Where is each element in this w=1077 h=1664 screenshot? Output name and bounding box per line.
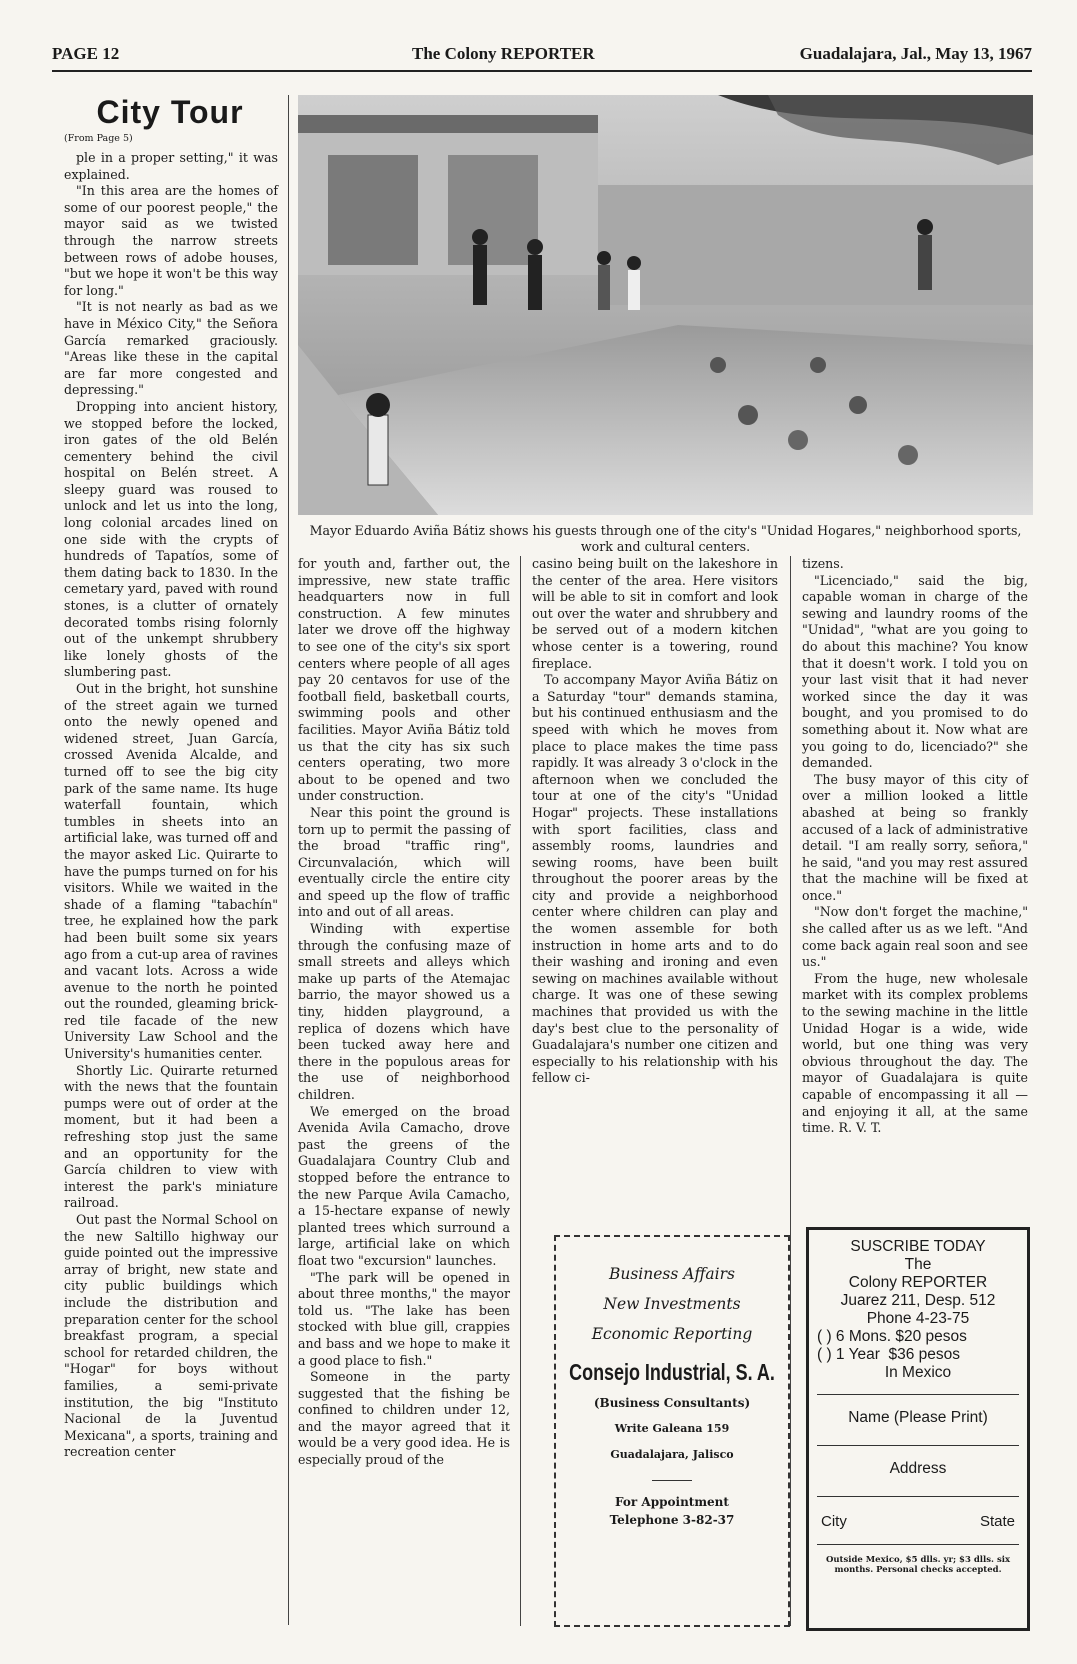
page-number: PAGE 12 — [52, 44, 120, 63]
name-field[interactable] — [817, 1427, 1019, 1446]
child-head — [810, 357, 826, 373]
ad-phone: Telephone 3-82-37 — [609, 1513, 735, 1527]
child-head — [738, 405, 758, 425]
article-paragraph: casino being built on the lakeshore in the center of the area. Here visitors will be able to sit in comfort and look out over the water and shrubbery and be served out of a modern kitchen whose center is a towering, round fireplace. — [532, 556, 778, 671]
article-paragraph: The busy mayor of this city of over a million looked a little abashed at being so frankly accused of a lack of administrative detail. "I am really sorry, señora," he said, "and you may rest assured that the machine will be fixed at once." — [802, 771, 1028, 903]
subscription-form — [806, 1227, 1030, 1631]
article-paragraph: Out in the bright, hot sunshine of the street again we turned onto the newly opened and widened street, Juan García, crossed Avenida Alcalde, and turned off to see the big city park of the same name. Its huge waterfall fountain, which tumbles in sheets into an artificial lake, was turned off and the mayor asked Lic. Quirarte to have the pumps turned on for his visitors. While we waited in the shade of a flaming "tabachín" tree, he explained how the park had been built some six years ago from a cut-up area of ravines and vacant lots. Across a wide avenue to the north he pointed out the rounded, gleaming brick-red tile facade of the new University Law School and the University's humanities center. — [64, 681, 278, 1062]
article-paragraph: "Licenciado," said the big, capable woman in charge of the sewing and laundry rooms of the "Unidad", "what are you going to do about this machine? You know that it doesn't work. I told you on your last visit that it had never worked since the day it was bought, and you promised to do something about it. Now what are you going to do, licenciado?" she demanded. — [802, 572, 1028, 771]
article-column-3 — [532, 556, 778, 1087]
headline: City Tour — [96, 94, 244, 130]
building-roof — [298, 115, 598, 133]
article-paragraph: Out past the Normal School on the new Saltillo highway our guide pointed out the impressive array of bright, new state and city public buildings which include the distribution and preparation center for the school breakfast program, a special school for retarded children, the "Hogar" for boys without families, a semi-private institution, the big "Instituto Nacional de la Juventud Mexicana", a sports, training and recreation center — [64, 1212, 278, 1460]
column-divider — [288, 95, 289, 1625]
page-header — [52, 42, 1032, 68]
article-paragraph: Near this point the ground is torn up to permit the passing of the broad "traffic ring", Circunvalación, which will eventually circle the entire city and speed up the flow of traffic into and out of all areas. — [298, 804, 510, 920]
person-head — [917, 219, 933, 235]
person — [628, 270, 640, 310]
ad-subtitle: (Business Consultants) — [593, 1396, 751, 1410]
yard — [598, 185, 1033, 305]
address-field[interactable] — [817, 1478, 1019, 1497]
article-paragraph: ple in a proper setting," it was explained. — [64, 150, 278, 182]
city-state-row — [809, 1513, 1027, 1530]
article-paragraph: "In this area are the homes of some of our poorest people," the mayor said as we twisted through the narrow streets between rows of adobe houses, "but we hope it won't be this way for long." — [64, 183, 278, 298]
ad-line-economic-reporting: Economic Reporting — [591, 1325, 753, 1343]
article-column-1 — [64, 150, 278, 1461]
article-paragraph: "It is not nearly as bad as we have in México City," the Señora García remarked graciously. "Areas like these in the capital are far more congested and depressing." — [64, 299, 278, 398]
article-paragraph: Dropping into ancient history, we stopped before the locked, iron gates of the old Belén cementery behind the civil hospital on Belén street. A sleepy guard was roused to unlock and let us into the long, long colonial arcades lined on one side with the crypts of hundreds of Tapatíos, some of them dating back to 1830. In the cemetary yard, paved with round stones, is a clutter of ornately decorated tombs rising folornly out of the unkempt shrubbery like lonely ghosts of the slumbering past. — [64, 398, 278, 680]
person-head — [627, 256, 641, 270]
article-paragraph: tizens. — [802, 556, 844, 571]
ad-address-street: Write Galeana 159 — [614, 1422, 730, 1435]
article-column-2 — [298, 556, 510, 1469]
city-state-field[interactable] — [817, 1530, 1019, 1545]
ad-line-business-affairs: Business Affairs — [608, 1265, 735, 1283]
child-head — [788, 430, 808, 450]
column-divider — [790, 556, 791, 1626]
ad-appointment: For Appointment — [615, 1495, 729, 1509]
ad-address-city: Guadalajara, Jalisco — [610, 1448, 734, 1461]
subscribe-address: Juarez 211, Desp. 512 — [840, 1292, 996, 1309]
continued-from: (From Page 5) — [64, 133, 133, 144]
article-paragraph: "The park will be opened in about three months," the mayor told us. "The lake has been stocked with blue gill, crappies and bass and we hope to make it a good place to fish." — [298, 1269, 510, 1368]
person-head — [527, 239, 543, 255]
person-head — [472, 229, 488, 245]
person — [918, 235, 932, 290]
subscribe-option-6-months[interactable]: ( ) 6 Mons. $20 pesos — [817, 1328, 967, 1345]
article-paragraph: for youth and, farther out, the impressive, new state traffic headquarters now in full construction. A few minutes later we drove off the highway to see one of the city's six sport centers where people of all ages pay 20 centavos for use of the football field, basketball courts, swimming pools and other facilities. Mayor Aviña Bátiz told us that the city has six such centers operating, two more about to be opened and two under construction. — [298, 556, 510, 804]
child-head — [710, 357, 726, 373]
subscribe-divider — [817, 1382, 1019, 1395]
article-paragraph: Someone in the party suggested that the fishing be confined to children under 12, and the mayor agreed that it would be a very good idea. He is especially proud of the — [298, 1369, 510, 1468]
article-paragraph: "Now don't forget the machine," she called after us as we left. "And come back again real soon and see us." — [802, 904, 1028, 970]
ad-divider — [652, 1480, 692, 1481]
header-rule — [52, 70, 1032, 72]
subscribe-in-mexico: In Mexico — [884, 1364, 952, 1381]
child-head — [366, 393, 390, 417]
article-paragraph: From the huge, new wholesale market with its complex problems to the sewing machine in the little Unidad Hogar is a wide, wide world, but one thing was very obvious throughout the day. The mayor of Guadalajara is quite capable of encompassing it all —and enjoying it all, at the same time. R. V. T. — [802, 970, 1028, 1136]
consejo-industrial-ad — [554, 1235, 790, 1627]
news-photo — [298, 95, 1033, 515]
article-column-4 — [802, 556, 1028, 1137]
column-divider — [520, 556, 521, 1626]
subscribe-paper-name: Colony REPORTER — [848, 1274, 988, 1291]
article-paragraph: To accompany Mayor Aviña Bátiz on a Saturday "tour" demands stamina, but his continued enthusiasm and the speed with which he moves from place to place makes the time pass rapidly. It was already 3 o'clock in the afternoon when we concluded the tour at one of the city's "Unidad Hogar" projects. These installations with sport facilities, class and assembly rooms, laundries and sewing rooms, have been built throughout the poorer areas by the city and provide a neighborhood center where children can play and the women assemble for both instruction in home arts and to do their washing and ironing and even sewing on machines available without charge. It was one of these sewing machines that provided us with the day's best clue to the personality of Guadalajara's number one citizen and especially to his relationship with his fellow ci- — [532, 672, 778, 1086]
article-paragraph: We emerged on the broad Avenida Avila Camacho, drove past the greens of the Guadalajara Country Club and stopped before the entrance to the new Parque Avila Camacho, a 15-hectare expanse of newly planted trees which surround a large, artificial lake on which float two "excursion" launches. — [298, 1103, 510, 1268]
article-paragraph: Winding with expertise through the confusing maze of small streets and alleys which make up parts of the Atemajac barrio, the mayor showed us a tiny, hidden playground, a replica of dozens which have been tucked away here and there in the populous areas for the use of neighborhood children. — [298, 921, 510, 1102]
newspaper-name: The Colony REPORTER — [412, 44, 595, 63]
person — [473, 245, 487, 305]
building-window — [448, 155, 538, 265]
child-head — [849, 396, 867, 414]
child-head — [898, 445, 918, 465]
subscribe-option-1-year[interactable]: ( ) 1 Year $36 pesos — [817, 1346, 961, 1363]
subscribe-paper-the: The — [904, 1256, 932, 1273]
person — [528, 255, 542, 310]
person — [598, 265, 610, 310]
building-window — [328, 155, 418, 265]
subscribe-phone: Phone 4-23-75 — [866, 1310, 970, 1327]
dateline: Guadalajara, Jal., May 13, 1967 — [799, 44, 1032, 63]
article-paragraph: Shortly Lic. Quirarte returned with the news that the fountain pumps were out of order at the moment, but it had been a refreshing stop just the same and an opportunity for the García children to view with interest the park's miniature railroad. — [64, 1062, 278, 1211]
child — [368, 415, 388, 485]
address-field-label: Address — [889, 1460, 947, 1477]
city-field-label: City — [821, 1513, 847, 1530]
ad-line-new-investments: New Investments — [603, 1295, 741, 1313]
state-field-label: State — [979, 1513, 1015, 1530]
subscribe-fine-print: Outside Mexico, $5 dlls. yr; $3 dlls. six months. Personal checks accepted. — [825, 1555, 1011, 1575]
ad-company-name: Consejo Industrial, S. A. — [569, 1359, 775, 1385]
subscribe-title: SUSCRIBE TODAY — [850, 1238, 986, 1255]
photo-caption: Mayor Eduardo Aviña Bátiz shows his guests through one of the city's "Unidad Hogares," neighborhood sports, work and cultural centers. — [309, 523, 1022, 554]
person-head — [597, 251, 611, 265]
name-field-label: Name (Please Print) — [848, 1409, 988, 1426]
